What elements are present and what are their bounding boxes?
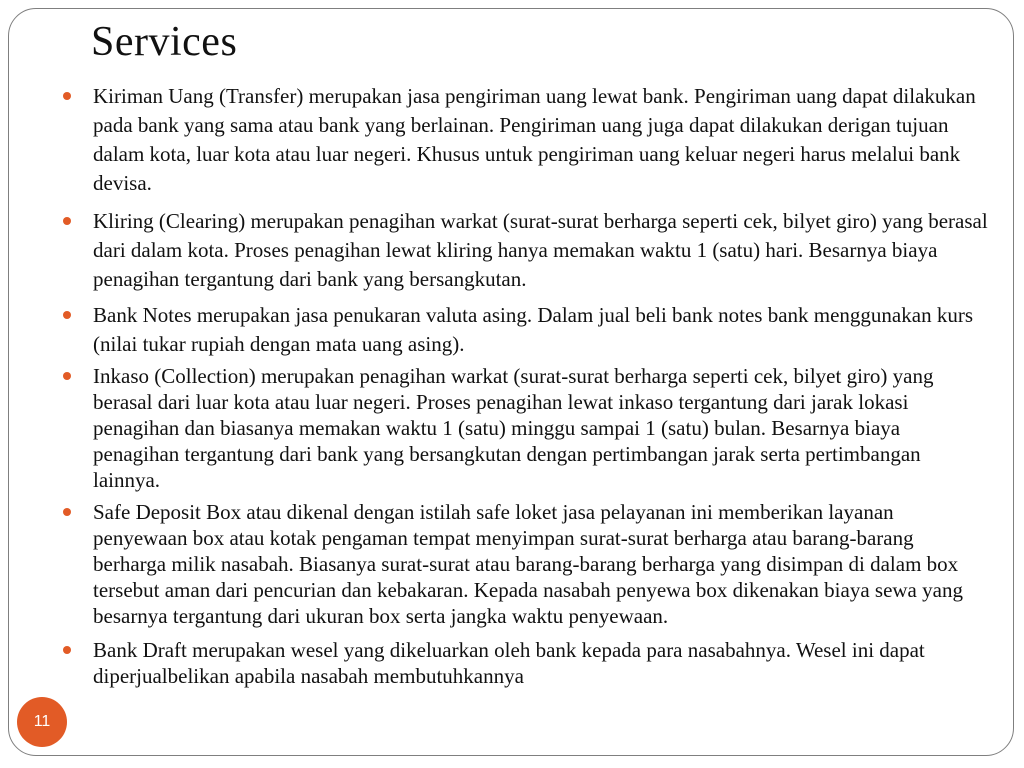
bullet-item [58,499,988,629]
bullet-dot-icon [63,217,71,225]
bullet-text: Inkaso (Collection) merupakan penagihan warkat (surat-surat berharga seperti cek, bilyet giro) yang berasal dari luar kota atau luar negeri. Proses penagihan lewat inkaso tergantung dari jarak lokasi penagihan dan biasanya memakan waktu 1 (satu) minggu sampai 1 (satu) bulan. Besarnya biaya penagihan tergantung dari bank yang bersangkutan dengan pertimbangan jarak serta pertimbangan lainnya. [93,364,934,492]
bullet-item [58,637,988,689]
bullet-text: Bank Draft merupakan wesel yang dikeluarkan oleh bank kepada para nasabahnya. Wesel ini dapat diperjualbelikan apabila nasabah membutuhkannya [93,638,925,688]
bullet-dot-icon [63,311,71,319]
bullet-list [58,82,988,689]
slide-title: Services [91,19,238,65]
bullet-text: Safe Deposit Box atau dikenal dengan istilah safe loket jasa pelayanan ini memberikan layanan penyewaan box atau kotak pengaman tempat menyimpan surat-surat berharga atau barang-barang berharga milik nasabah. Biasanya surat-surat atau barang-barang berharga yang disimpan di dalam box tersebut aman dari pencurian dan kebakaran. Kepada nasabah penyewa box dikenakan biaya sewa yang besarnya tergantung dari ukuran box serta jangka waktu penyewaan. [93,500,963,628]
bullet-dot-icon [63,372,71,380]
bullet-item [58,363,988,493]
bullet-text: Bank Notes merupakan jasa penukaran valuta asing. Dalam jual beli bank notes bank menggunakan kurs (nilai tukar rupiah dengan mata uang asing). [93,303,973,356]
bullet-dot-icon [63,508,71,516]
bullet-item [58,82,988,198]
bullet-text: Kliring (Clearing) merupakan penagihan warkat (surat-surat berharga seperti cek, bilyet giro) yang berasal dari dalam kota. Proses penagihan lewat kliring hanya memakan waktu 1 (satu) hari. Besarnya biaya penagihan tergantung dari bank yang bersangkutan. [93,209,988,291]
bullet-dot-icon [63,92,71,100]
bullet-item [58,301,988,359]
bullet-item [58,207,988,294]
bullet-text: Kiriman Uang (Transfer) merupakan jasa pengiriman uang lewat bank. Pengiriman uang dapat dilakukan pada bank yang sama atau bank yang berlainan. Pengiriman uang juga dapat dilakukan derigan tujuan dalam kota, luar kota atau luar negeri. Khusus untuk pengiriman uang keluar negeri harus melalui bank devisa. [93,84,976,195]
bullet-dot-icon [63,646,71,654]
page-number-badge: 11 [17,697,67,747]
